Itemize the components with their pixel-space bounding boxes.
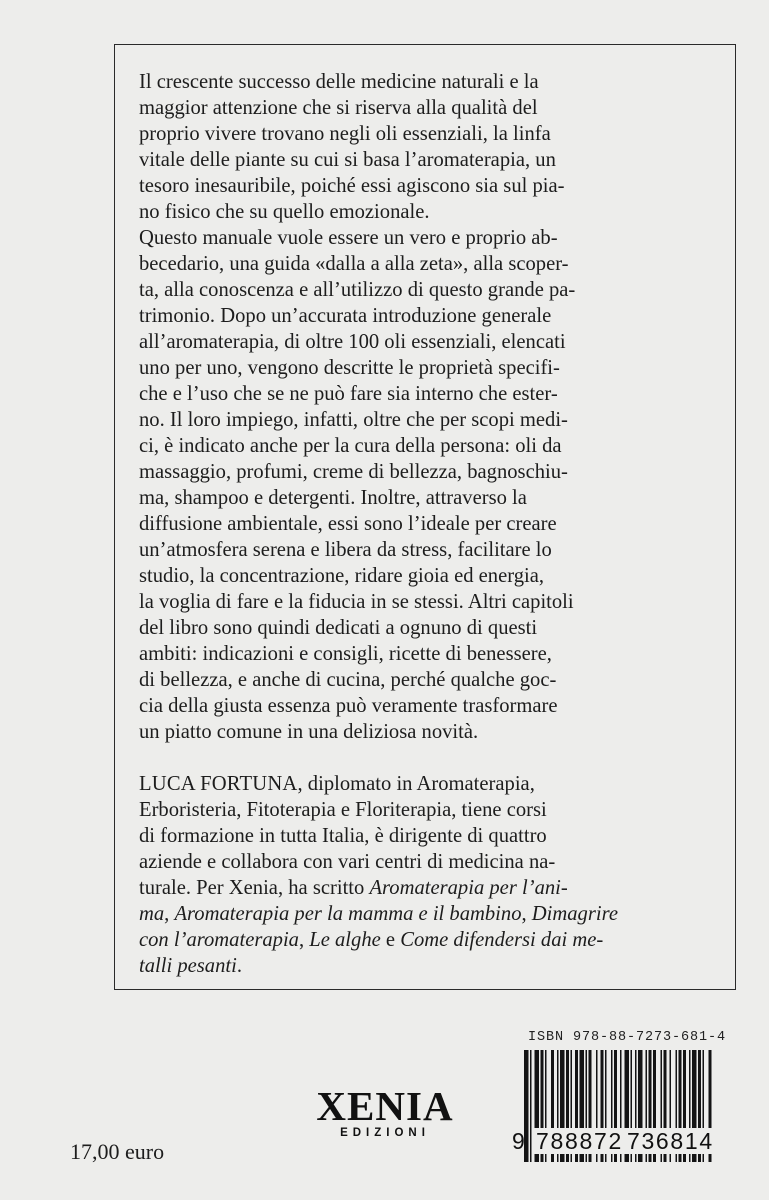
- price: 17,00 euro: [70, 1139, 165, 1164]
- book-title: Come difendersi dai me-: [400, 929, 604, 951]
- book-title: Dimagrire: [531, 903, 618, 925]
- isbn-label: ISBN 978-88-7273-681-4: [528, 1030, 727, 1045]
- description-line: un’atmosfera serena e libera da stress, facilitare lo: [139, 539, 552, 561]
- author-bio: [139, 771, 714, 979]
- barcode-digit-group: 736814: [626, 1128, 714, 1154]
- barcode-digit-group: 788872: [536, 1128, 623, 1154]
- description-line: un piatto comune in una deliziosa novità.: [139, 721, 479, 743]
- publisher-logo-sub: EDIZIONI: [340, 1127, 430, 1139]
- barcode-digits: [512, 1128, 742, 1155]
- publisher-logo-main: XENIA: [316, 1083, 454, 1129]
- description-line: trimonio. Dopo un’accurata introduzione generale: [139, 305, 552, 327]
- book-title: talli pesanti: [139, 955, 237, 977]
- description-line: massaggio, profumi, creme di bellezza, bagnoschiu-: [139, 461, 568, 483]
- description-line: vitale delle piante su cui si basa l’aromaterapia, un: [139, 149, 556, 171]
- description-line: maggior attenzione che si riserva alla qualità del: [139, 97, 538, 119]
- book-title: ma: [139, 903, 165, 925]
- separator: ,: [164, 903, 175, 925]
- description-line: diffusione ambientale, essi sono l’ideale per creare: [139, 513, 557, 535]
- author-bio-line: Erboristeria, Fitoterapia e Floriterapia, tiene corsi: [139, 799, 547, 821]
- description-line: tesoro inesauribile, poiché essi agiscono sia sul pia-: [139, 175, 565, 197]
- description-line: che e l’uso che se ne può fare sia interno che ester-: [139, 383, 558, 405]
- book-title: con l’aromaterapia: [139, 929, 299, 951]
- description-line: del libro sono quindi dedicati a ognuno di questi: [139, 617, 538, 639]
- author-bio-text: , diplomato in Aromaterapia,: [297, 773, 535, 795]
- description-line: ambiti: indicazioni e consigli, ricette di benessere,: [139, 643, 552, 665]
- description-line: proprio vivere trovano negli oli essenziali, la linfa: [139, 123, 551, 145]
- separator: .: [236, 955, 242, 977]
- description-line: no fisico che su quello emozionale.: [139, 201, 430, 223]
- book-title: Aromaterapia per l’ani-: [369, 877, 568, 899]
- description-line: no. Il loro impiego, infatti, oltre che per scopi medi-: [139, 409, 568, 431]
- description-line: la voglia di fare e la fiducia in se stessi. Altri capitoli: [139, 591, 574, 613]
- description-line: cia della giusta essenza può veramente trasformare: [139, 695, 558, 717]
- description-line: Il crescente successo delle medicine naturali e la: [139, 71, 539, 93]
- back-cover-text: [139, 69, 714, 979]
- author-bio-text: turale. Per Xenia, ha scritto: [139, 877, 370, 899]
- description-line: all’aromaterapia, di oltre 100 oli essenziali, elencati: [139, 331, 566, 353]
- book-title: Le alghe: [309, 929, 381, 951]
- author-name: LUCA FORTUNA: [139, 773, 298, 795]
- description-line: becedario, una guida «dalla a alla zeta», alla scoper-: [139, 253, 569, 275]
- separator: e: [380, 929, 401, 951]
- description-line: ta, alla conoscenza e all’utilizzo di questo grande pa-: [139, 279, 576, 301]
- description-line: Questo manuale vuole essere un vero e proprio ab-: [139, 227, 558, 249]
- author-bio-line: di formazione in tutta Italia, è dirigente di quattro: [139, 825, 547, 847]
- publisher-logo: [310, 1083, 460, 1139]
- description-line: di bellezza, e anche di cucina, perché qualche goc-: [139, 669, 557, 691]
- separator: ,: [521, 903, 532, 925]
- description-line: uno per uno, vengono descritte le proprietà specifi-: [139, 357, 560, 379]
- description-line: ma, shampoo e detergenti. Inoltre, attraverso la: [139, 487, 527, 509]
- book-title: Aromaterapia per la mamma e il bambino: [174, 903, 522, 925]
- description-line: ci, è indicato anche per la cura della persona: oli da: [139, 435, 562, 457]
- barcode-lead-digit: 9: [512, 1128, 527, 1154]
- description-paragraph: [139, 69, 714, 745]
- description-line: studio, la concentrazione, ridare gioia ed energia,: [139, 565, 545, 587]
- separator: ,: [298, 929, 310, 951]
- author-bio-line: aziende e collabora con vari centri di medicina na-: [139, 851, 556, 873]
